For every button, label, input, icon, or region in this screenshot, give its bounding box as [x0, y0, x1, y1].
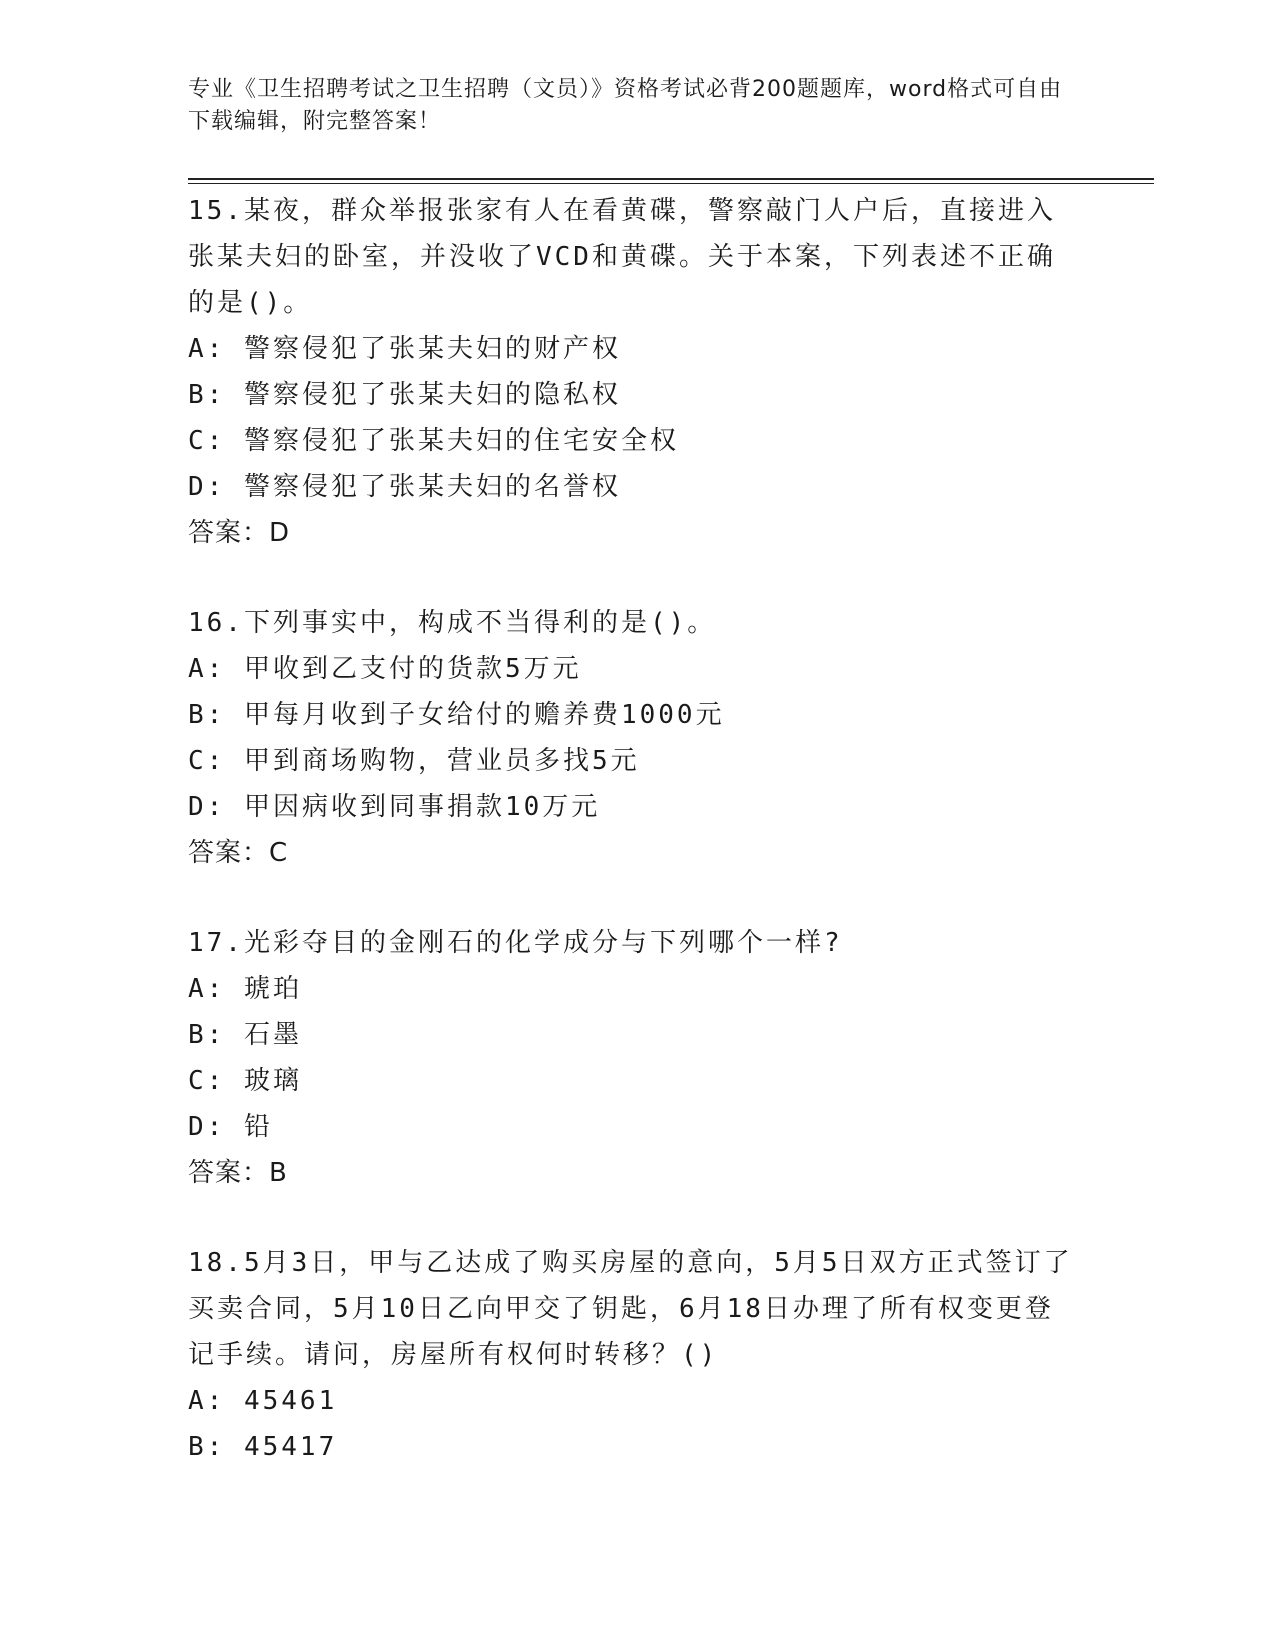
question-stem: 18.5月3日，甲与乙达成了购买房屋的意向，5月5日双方正式签订了买卖合同，5月10日乙向甲交了钥匙，6月18日办理了所有权变更登记手续。请问，房屋所有权何时转移？() [188, 1248, 1073, 1370]
option-b: B: 甲每月收到子女给付的赡养费1000元 [188, 700, 725, 730]
question-stem: 15.某夜，群众举报张家有人在看黄碟，警察敲门人户后，直接进入张某夫妇的卧室，并没收了VCD和黄碟。关于本案，下列表述不正确的是()。 [188, 196, 1056, 318]
question-stem: 17.光彩夺目的金刚石的化学成分与下列哪个一样? [188, 928, 843, 958]
document-header: 专业《卫生招聘考试之卫生招聘（文员）》资格考试必背200题题库，word格式可自由下载编辑，附完整答案！ [188, 77, 1063, 134]
question-16 [188, 600, 1088, 876]
answer-key: 答案：D [188, 518, 291, 548]
option-a: A: 警察侵犯了张某夫妇的财产权 [188, 334, 621, 364]
option-a: A: 琥珀 [188, 974, 302, 1004]
option-d: D: 铅 [188, 1112, 273, 1142]
header-divider-thick [188, 178, 1154, 180]
question-15 [188, 188, 1088, 556]
option-d: D: 甲因病收到同事捐款10万元 [188, 792, 601, 822]
question-stem: 16.下列事实中，构成不当得利的是()。 [188, 608, 717, 638]
option-d: D: 警察侵犯了张某夫妇的名誉权 [188, 472, 621, 502]
question-18 [188, 1240, 1088, 1470]
option-b: B: 警察侵犯了张某夫妇的隐私权 [188, 380, 621, 410]
answer-key: 答案：B [188, 1158, 288, 1188]
option-b: B: 石墨 [188, 1020, 302, 1050]
option-c: C: 玻璃 [188, 1066, 302, 1096]
question-17 [188, 920, 1088, 1196]
option-b: B: 45417 [188, 1432, 338, 1462]
option-c: C: 警察侵犯了张某夫妇的住宅安全权 [188, 426, 679, 456]
option-a: A: 甲收到乙支付的货款5万元 [188, 654, 582, 684]
question-list [188, 188, 1088, 1514]
header-divider-thin [188, 183, 1154, 184]
answer-key: 答案：C [188, 838, 289, 868]
option-c: C: 甲到商场购物，营业员多找5元 [188, 746, 640, 776]
option-a: A: 45461 [188, 1386, 338, 1416]
